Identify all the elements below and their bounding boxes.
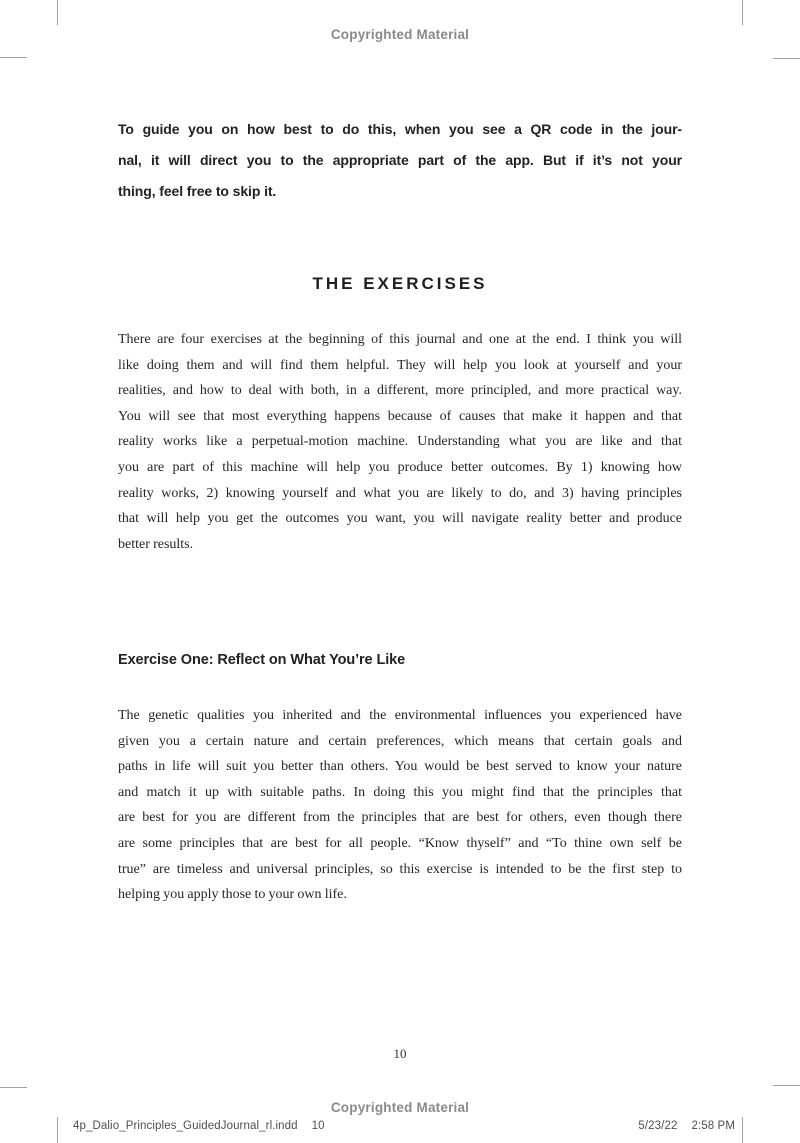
crop-mark-bottom-right-vertical: [742, 1117, 743, 1143]
page-number: 10: [393, 1046, 407, 1061]
crop-mark-top-left-horizontal: [0, 57, 27, 58]
copyright-banner-top: Copyrighted Material: [330, 27, 470, 42]
slug-filename-text: 4p_Dalio_Principles_GuidedJournal_rl.indd: [73, 1120, 298, 1132]
body-line: you are part of this machine will help you produce better outcomes. By 1) knowing how: [118, 459, 682, 475]
crop-mark-top-right-vertical: [742, 0, 743, 25]
body-line: paths in life will suit you better than others. You would be best served to know your nature: [118, 759, 682, 775]
crop-mark-bottom-left-vertical: [57, 1117, 58, 1143]
slug-timestamp: [638, 1120, 735, 1132]
crop-mark-bottom-right-horizontal: [773, 1085, 800, 1086]
body-line: are some principles that are best for all people. “Know thyself” and “To thine own self be: [118, 835, 682, 851]
body-line: like doing them and will find them helpful. They will help you look at yourself and your: [118, 357, 682, 373]
slug-page-number: 10: [311, 1120, 325, 1132]
body-line: There are four exercises at the beginning of this journal and one at the end. I think you will: [118, 332, 682, 347]
slug-filename: [73, 1120, 325, 1132]
body-line: are best for you are different from the principles that are best for others, even though there: [118, 810, 682, 826]
body-line: better results.: [118, 536, 194, 552]
section-heading: THE EXERCISES: [312, 274, 488, 293]
slug-date: 5/23/22: [638, 1120, 678, 1132]
body-line: given you a certain nature and certain preferences, which means that certain goals and: [118, 733, 682, 749]
body-line: true” are timeless and universal principles, so this exercise is intended to be the first step to: [118, 861, 682, 877]
body-line: You will see that most everything happens because of causes that make it happen and that: [118, 408, 682, 424]
copyright-banner-bottom: Copyrighted Material: [330, 1100, 470, 1115]
body-line: helping you apply those to your own life.: [118, 887, 347, 903]
body-line: and match it up with suitable paths. In doing this you might find that the principles that: [118, 784, 682, 800]
body-line: that will help you get the outcomes you want, you will navigate reality better and produce: [118, 511, 682, 527]
body-line: realities, and how to deal with both, in a different, more principled, and more practical way.: [118, 383, 682, 399]
crop-mark-top-right-horizontal: [773, 58, 800, 59]
intro-line: nal, it will direct you to the appropriate part of the app. But if it’s not your: [118, 152, 682, 168]
exercise-one-paragraph: [118, 703, 682, 908]
intro-paragraph: [118, 114, 682, 207]
exercises-paragraph: [118, 327, 682, 557]
intro-line: thing, feel free to skip it.: [118, 183, 277, 199]
intro-line: To guide you on how best to do this, when you see a QR code in the jour-: [118, 121, 682, 137]
body-line: reality works, 2) knowing yourself and what you are likely to do, and 3) having principles: [118, 485, 682, 501]
slug-time: 2:58 PM: [691, 1120, 735, 1132]
exercise-one-heading: Exercise One: Reflect on What You’re Like: [118, 652, 406, 668]
crop-mark-top-left-vertical: [57, 0, 58, 25]
body-line: reality works like a perpetual-motion machine. Understanding what you are like and that: [118, 434, 682, 450]
body-line: The genetic qualities you inherited and the environmental influences you experienced have: [118, 708, 682, 723]
crop-mark-bottom-left-horizontal: [0, 1087, 27, 1088]
